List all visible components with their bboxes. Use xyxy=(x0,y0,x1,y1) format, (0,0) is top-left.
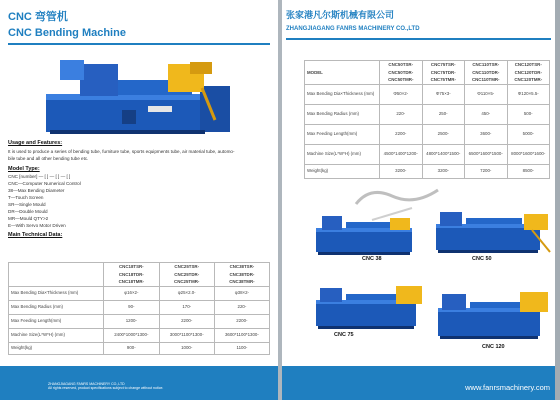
model-list xyxy=(8,173,81,229)
table-header-cell: CNC75TSR- CNC75TDR- CNC75TMR- xyxy=(422,61,465,85)
footer-line: ZHANGJIAGANG FANRS MACHINERY CO.,LTD xyxy=(48,382,125,386)
page-right-edge xyxy=(555,0,560,400)
table-cell: 3200- xyxy=(422,164,465,178)
left-spec-table xyxy=(8,262,270,355)
table-cell: 1100- xyxy=(214,342,269,354)
table-row xyxy=(305,104,550,124)
table-cell: Φ75×3- xyxy=(422,84,465,104)
table-cell: 3200- xyxy=(380,164,423,178)
row-label: Weight(kg) xyxy=(305,164,380,178)
table-header-cell: CNC120TSR- CNC120TDR- CNC120TMR- xyxy=(507,61,550,85)
table-row xyxy=(9,328,270,342)
table-header-cell: CNC50TSR- CNC50TDR- CNC50TMR- xyxy=(380,61,423,85)
table-header-row xyxy=(305,61,550,85)
table-cell: 90- xyxy=(104,300,160,314)
model-line: T—Touch Screen xyxy=(8,195,44,200)
caption-cnc50: CNC 50 xyxy=(472,256,492,262)
company-divider xyxy=(286,38,551,40)
table-cell: φ38×2- xyxy=(214,286,269,300)
right-spec-table xyxy=(304,60,550,179)
table-cell: 250- xyxy=(422,104,465,124)
row-label: Weight(kg) xyxy=(9,342,104,354)
title-divider xyxy=(8,43,270,45)
table-cell: 2200- xyxy=(380,124,423,144)
caption-cnc38: CNC 38 xyxy=(362,256,382,262)
table-cell: Φ50×2- xyxy=(380,84,423,104)
website-link[interactable]: www.fanrsmachinery.com xyxy=(465,383,550,392)
table-cell: 8000*1600*1600- xyxy=(507,144,550,164)
right-page xyxy=(282,0,560,400)
model-line: E—With Servo Motor Driven xyxy=(8,223,66,228)
table-cell: 4800*1400*1500- xyxy=(422,144,465,164)
table-cell: 450- xyxy=(465,104,508,124)
table-cell: 2200- xyxy=(214,314,269,328)
row-label: Max Bending Radius (mm) xyxy=(9,300,104,314)
row-label: Max Feeding Length(mm) xyxy=(9,314,104,328)
row-label: Machine Size(L*W*H) (mm) xyxy=(9,328,104,342)
table-header-cell: MODEL xyxy=(305,61,380,85)
table-cell: φ16×2- xyxy=(104,286,160,300)
table-row xyxy=(305,144,550,164)
table-row xyxy=(305,164,550,178)
cnc75-machine-image xyxy=(312,280,430,332)
table-header-cell: CNC18TSR- CNC18TDR- CNC18TMR- xyxy=(104,263,160,287)
row-label: Machine Size(L*W*H) (mm) xyxy=(305,144,380,164)
model-line: DR—Double Mould xyxy=(8,209,48,214)
company-name-cn: 张家港凡尔斯机械有限公司 xyxy=(286,10,395,20)
footer-fine-print xyxy=(48,382,163,390)
table-row xyxy=(305,84,550,104)
table-header-cell: CNC25TSR- CNC25TDR- CNC25TMR- xyxy=(159,263,214,287)
table-cell: 8500- xyxy=(507,164,550,178)
row-label: Max Bending Radius (mm) xyxy=(305,104,380,124)
table-cell: 220- xyxy=(380,104,423,124)
table-cell: 170- xyxy=(159,300,214,314)
table-cell: 3600*1100*1300- xyxy=(214,328,269,342)
cnc120-machine-image xyxy=(434,284,554,342)
page-title-cn: CNC 弯管机 xyxy=(8,11,68,23)
page-title-en: CNC Bending Machine xyxy=(8,27,126,39)
usage-line: It is used to produce a series of bending tube, furniture tube, sports equipments tube, air material tube, automo- xyxy=(8,149,235,154)
table-row xyxy=(305,124,550,144)
model-line: MR—Mould QTY>2 xyxy=(8,216,49,221)
usage-text xyxy=(8,148,270,162)
table-cell: 7200- xyxy=(465,164,508,178)
table-header-row xyxy=(9,263,270,287)
table-header-cell: CNC110TSR- CNC110TDR- CNC110TMR- xyxy=(465,61,508,85)
row-label: Max Bending Dia×Thickness (mm) xyxy=(9,286,104,300)
model-line: SR—Single Mould xyxy=(8,202,46,207)
table-cell: 220- xyxy=(214,300,269,314)
table-cell: φ25×2.0- xyxy=(159,286,214,300)
cnc38-machine-image xyxy=(312,206,422,258)
table-cell: 900- xyxy=(104,342,160,354)
row-label: Max Bending Dia×Thickness (mm) xyxy=(305,84,380,104)
model-heading: Model Type: xyxy=(8,166,40,172)
caption-cnc75: CNC 75 xyxy=(334,332,354,338)
model-line: CNC—Computer Numerical Control xyxy=(8,181,81,186)
model-line: 38—Max Bending Diameter xyxy=(8,188,65,193)
caption-cnc120: CNC 120 xyxy=(482,344,505,350)
left-page xyxy=(0,0,278,400)
table-cell: 2200- xyxy=(159,314,214,328)
table-corner-cell xyxy=(9,263,104,287)
table-row xyxy=(9,286,270,300)
table-row xyxy=(9,342,270,354)
main-machine-image xyxy=(40,54,235,138)
table-cell: 1200- xyxy=(104,314,160,328)
table-row xyxy=(9,314,270,328)
table-row xyxy=(9,300,270,314)
table-cell: 3000*1100*1300- xyxy=(159,328,214,342)
model-line: CNC [number] — [ ] — [ ] — [ ] xyxy=(8,174,71,179)
table-cell: Φ110×5- xyxy=(465,84,508,104)
table-cell: 2400*1000*1300- xyxy=(104,328,160,342)
table-cell: 5000- xyxy=(507,124,550,144)
cnc50-machine-image xyxy=(432,204,554,256)
table-header-cell: CNC38TSR- CNC38TDR- CNC38TMR- xyxy=(214,263,269,287)
row-label: Max Feeding Length(mm) xyxy=(305,124,380,144)
table-cell: 2500- xyxy=(422,124,465,144)
table-cell: 500- xyxy=(507,104,550,124)
footer-line: All rights reserved, product specifications subject to change without notice. xyxy=(48,386,164,390)
table-cell: 3600- xyxy=(465,124,508,144)
table-cell: 4500*1400*1200- xyxy=(380,144,423,164)
table-cell: Φ120×5.5- xyxy=(507,84,550,104)
usage-heading: Usage and Features: xyxy=(8,140,63,146)
tech-heading: Main Technical Data: xyxy=(8,232,63,238)
usage-line: bile tube and all other bending tube etc. xyxy=(8,156,89,161)
table-cell: 6500*1600*1500- xyxy=(465,144,508,164)
company-name-en: ZHANGJIAGANG FANRS MACHINERY CO.,LTD xyxy=(286,26,420,32)
table-cell: 1000- xyxy=(159,342,214,354)
